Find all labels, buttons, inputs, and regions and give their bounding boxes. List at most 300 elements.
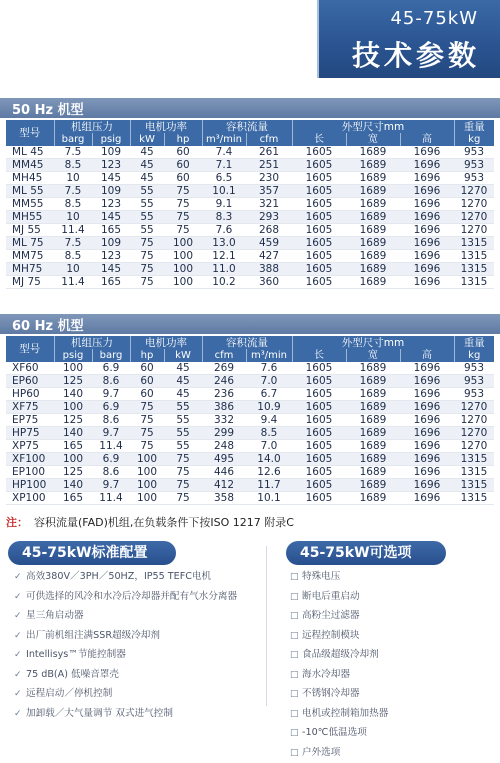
model-cell: EP60 (6, 375, 54, 388)
square-bullet-icon: □ (290, 646, 302, 666)
table-row (6, 185, 494, 198)
unit-height: 高 (400, 133, 454, 146)
table-row (6, 375, 494, 388)
model-cell: HP100 (6, 479, 54, 492)
table-cell: 1696 (400, 159, 454, 172)
table-cell: 60 (130, 362, 164, 375)
model-cell: MM55 (6, 198, 54, 211)
table-cell: 10 (54, 172, 92, 185)
table-cell: 123 (92, 159, 130, 172)
table-cell: 953 (454, 375, 494, 388)
list-item-text: 75 dB(A) 低噪音罩壳 (26, 669, 119, 680)
table-row (6, 146, 494, 159)
list-item (14, 587, 264, 607)
table-cell: 1605 (292, 224, 346, 237)
header-weight: 重量 (454, 120, 494, 133)
table-cell: 1270 (454, 401, 494, 414)
table-cell: 953 (454, 146, 494, 159)
table-row (6, 211, 494, 224)
table-cell: 1605 (292, 146, 346, 159)
table-cell: 1605 (292, 388, 346, 401)
table-cell: 1315 (454, 263, 494, 276)
table-cell: 55 (130, 211, 164, 224)
table-cell: 1689 (346, 492, 400, 505)
optional-list (290, 567, 490, 762)
table-cell: 1689 (346, 172, 400, 185)
table-cell: 75 (164, 198, 202, 211)
table-cell: 230 (246, 172, 292, 185)
table-cell: 75 (164, 492, 202, 505)
table-cell: 1696 (400, 401, 454, 414)
unit-kw: kW (164, 349, 202, 362)
table-cell: 12.1 (202, 250, 246, 263)
spec-table-50hz (6, 120, 494, 289)
standard-config-heading (8, 541, 176, 565)
list-item (14, 567, 264, 587)
table-cell: 1696 (400, 172, 454, 185)
table-row (6, 276, 494, 289)
unit-cfm: cfm (246, 133, 292, 146)
table-cell: 261 (246, 146, 292, 159)
list-item (14, 684, 264, 704)
model-cell: MH55 (6, 211, 54, 224)
table-row (6, 453, 494, 466)
table-cell: 1689 (346, 362, 400, 375)
table-cell: 1605 (292, 159, 346, 172)
table-row (6, 362, 494, 375)
table-cell: 1696 (400, 276, 454, 289)
table-row (6, 388, 494, 401)
table-cell: 75 (130, 276, 164, 289)
table-cell: 8.6 (92, 466, 130, 479)
header-model: 型号 (6, 120, 54, 146)
square-bullet-icon: □ (290, 588, 302, 608)
table-cell: 293 (246, 211, 292, 224)
table-cell: 1270 (454, 427, 494, 440)
table-cell: 75 (130, 427, 164, 440)
check-icon: ✓ (14, 646, 26, 666)
table-cell: 1689 (346, 159, 400, 172)
table-cell: 55 (164, 414, 202, 427)
table-row (6, 427, 494, 440)
table-cell: 1605 (292, 375, 346, 388)
table-cell: 1605 (292, 185, 346, 198)
table-cell: 7.1 (202, 159, 246, 172)
model-cell: XP100 (6, 492, 54, 505)
list-item (290, 626, 490, 646)
section-bar-60hz (0, 314, 500, 334)
table-row (6, 159, 494, 172)
table-cell: 6.5 (202, 172, 246, 185)
unit-m3min: m³/min (202, 133, 246, 146)
table-cell: 6.9 (92, 401, 130, 414)
page-title: 技术参数 (352, 34, 480, 74)
table-cell: 1605 (292, 250, 346, 263)
table-cell: 140 (54, 388, 92, 401)
table-cell: 75 (130, 263, 164, 276)
table-cell: 1605 (292, 198, 346, 211)
table-cell: 6.7 (246, 388, 292, 401)
table-cell: 1689 (346, 250, 400, 263)
unit-width: 宽 (346, 349, 400, 362)
list-item (290, 723, 490, 743)
list-item-text: 不锈钢冷却器 (302, 688, 360, 699)
unit-barg: barg (54, 133, 92, 146)
check-icon: ✓ (14, 607, 26, 627)
table-cell: 388 (246, 263, 292, 276)
square-bullet-icon: □ (290, 705, 302, 725)
table-cell: 165 (92, 224, 130, 237)
table-cell: 75 (130, 401, 164, 414)
list-item (290, 567, 490, 587)
footnote (6, 514, 294, 530)
table-row (6, 401, 494, 414)
table-cell: 268 (246, 224, 292, 237)
list-item (14, 704, 264, 724)
table-cell: 75 (164, 479, 202, 492)
table-cell: 100 (130, 466, 164, 479)
list-item (14, 665, 264, 685)
optional-title: 45-75kW可选项 (300, 545, 412, 561)
table-cell: 109 (92, 146, 130, 159)
table-cell: 321 (246, 198, 292, 211)
table-cell: 60 (130, 388, 164, 401)
table-cell: 1696 (400, 250, 454, 263)
table-cell: 45 (130, 172, 164, 185)
unit-psig: psig (54, 349, 92, 362)
table-cell: 1605 (292, 172, 346, 185)
table-cell: 1315 (454, 492, 494, 505)
table-cell: 459 (246, 237, 292, 250)
table-cell: 55 (164, 427, 202, 440)
table-cell: 11.4 (92, 492, 130, 505)
table-cell: 1696 (400, 224, 454, 237)
list-item-text: 高效380V／3PH／50HZ，IP55 TEFC电机 (26, 571, 211, 582)
table-cell: 7.5 (54, 185, 92, 198)
list-item-text: 远程启动／停机控制 (26, 688, 112, 699)
table-cell: 55 (164, 440, 202, 453)
list-item (14, 626, 264, 646)
model-cell: EP100 (6, 466, 54, 479)
table-cell: 9.7 (92, 479, 130, 492)
table-cell: 55 (130, 224, 164, 237)
unit-barg: barg (92, 349, 130, 362)
table-cell: 125 (54, 414, 92, 427)
table-cell: 1605 (292, 453, 346, 466)
header-pressure: 机组压力 (54, 120, 130, 133)
unit-length: 长 (292, 133, 346, 146)
table-cell: 1689 (346, 263, 400, 276)
model-cell: XF60 (6, 362, 54, 375)
table-cell: 75 (164, 185, 202, 198)
list-item (14, 645, 264, 665)
table-cell: 7.0 (246, 375, 292, 388)
table-cell: 100 (54, 401, 92, 414)
table-cell: 8.6 (92, 414, 130, 427)
table-cell: 953 (454, 362, 494, 375)
table-cell: 1696 (400, 146, 454, 159)
check-icon: ✓ (14, 685, 26, 705)
table-cell: 1696 (400, 185, 454, 198)
table-cell: 13.0 (202, 237, 246, 250)
standard-config-list (14, 567, 264, 723)
table-cell: 1696 (400, 453, 454, 466)
unit-psig: psig (92, 133, 130, 146)
table-cell: 11.4 (92, 440, 130, 453)
table-cell: 7.4 (202, 146, 246, 159)
header-model: 型号 (6, 336, 54, 362)
list-item-text: 高粉尘过滤器 (302, 610, 360, 621)
table-cell: 953 (454, 172, 494, 185)
table-cell: 1689 (346, 146, 400, 159)
list-item-text: 加卸载／大气量调节 双式进气控制 (26, 708, 173, 719)
table-row (6, 466, 494, 479)
table-cell: 8.5 (54, 250, 92, 263)
list-item-text: 星三角启动器 (26, 610, 84, 621)
footnote-label: 注： (6, 516, 28, 529)
list-item-text: 海水冷却器 (302, 669, 350, 680)
model-cell: MJ 75 (6, 276, 54, 289)
table-row (6, 492, 494, 505)
table-cell: 9.7 (92, 427, 130, 440)
table-cell: 10 (54, 211, 92, 224)
header-weight: 重量 (454, 336, 494, 349)
table-cell: 332 (202, 414, 246, 427)
table-cell: 1315 (454, 276, 494, 289)
footnote-text: 容积流量(FAD)机组,在负载条件下按ISO 1217 附录C (34, 516, 294, 529)
table-cell: 75 (164, 453, 202, 466)
header-flow: 容积流量 (202, 336, 292, 349)
table-cell: 427 (246, 250, 292, 263)
table-cell: 100 (130, 492, 164, 505)
table-cell: 100 (54, 362, 92, 375)
table-cell: 75 (130, 250, 164, 263)
table-cell: 1689 (346, 453, 400, 466)
list-item (290, 684, 490, 704)
table-cell: 7.0 (246, 440, 292, 453)
spec-table-60hz (6, 336, 494, 505)
table-cell: 1605 (292, 466, 346, 479)
table-cell: 1689 (346, 276, 400, 289)
square-bullet-icon: □ (290, 627, 302, 647)
list-item-text: -10℃低温选项 (302, 727, 367, 738)
table-cell: 1270 (454, 414, 494, 427)
table-cell: 1689 (346, 211, 400, 224)
list-item (290, 606, 490, 626)
table-cell: 100 (54, 453, 92, 466)
table-cell: 1696 (400, 198, 454, 211)
model-cell: ML 45 (6, 146, 54, 159)
table-cell: 1270 (454, 440, 494, 453)
list-item-text: 电机或控制箱加热器 (302, 708, 388, 719)
model-cell: HP75 (6, 427, 54, 440)
table-cell: 45 (164, 375, 202, 388)
table-row (6, 250, 494, 263)
unit-hp: hp (164, 133, 202, 146)
table-cell: 1270 (454, 211, 494, 224)
table-cell: 1689 (346, 479, 400, 492)
table-cell: 1315 (454, 250, 494, 263)
header-pressure: 机组压力 (54, 336, 130, 349)
table-cell: 7.5 (54, 146, 92, 159)
table-row (6, 198, 494, 211)
table-cell: 1689 (346, 466, 400, 479)
table-cell: 10 (54, 263, 92, 276)
table-cell: 9.4 (246, 414, 292, 427)
list-item (14, 606, 264, 626)
table-cell: 100 (164, 263, 202, 276)
square-bullet-icon: □ (290, 685, 302, 705)
table-cell: 8.5 (54, 159, 92, 172)
table-cell: 1696 (400, 466, 454, 479)
table-cell: 75 (164, 466, 202, 479)
table-cell: 60 (164, 159, 202, 172)
table-cell: 10.9 (246, 401, 292, 414)
list-item-text: 食品级超级冷却剂 (302, 649, 379, 660)
table-cell: 100 (164, 276, 202, 289)
unit-length: 长 (292, 349, 346, 362)
table-cell: 8.5 (246, 427, 292, 440)
table-cell: 1689 (346, 185, 400, 198)
table-cell: 299 (202, 427, 246, 440)
table-cell: 1315 (454, 237, 494, 250)
table-cell: 9.7 (92, 388, 130, 401)
table-cell: 12.6 (246, 466, 292, 479)
table-cell: 495 (202, 453, 246, 466)
table-cell: 953 (454, 388, 494, 401)
table-cell: 1605 (292, 362, 346, 375)
table-cell: 165 (92, 276, 130, 289)
list-item-text: 户外选项 (302, 747, 340, 758)
table-cell: 1696 (400, 211, 454, 224)
table-cell: 1696 (400, 388, 454, 401)
table-cell: 10.1 (202, 185, 246, 198)
table-cell: 1696 (400, 427, 454, 440)
section-bar-50hz (0, 98, 500, 118)
table-cell: 386 (202, 401, 246, 414)
list-item-text: Intellisys™节能控制器 (26, 649, 126, 660)
square-bullet-icon: □ (290, 666, 302, 686)
table-cell: 1689 (346, 388, 400, 401)
table-cell: 357 (246, 185, 292, 198)
unit-height: 高 (400, 349, 454, 362)
title-box (317, 0, 500, 78)
model-cell: XF75 (6, 401, 54, 414)
table-cell: 75 (130, 237, 164, 250)
optional-heading (286, 541, 446, 565)
list-item-text: 出厂前机组注满SSR超级冷却剂 (26, 630, 160, 641)
unit-kg: kg (454, 349, 494, 362)
table-cell: 165 (54, 440, 92, 453)
model-cell: MH75 (6, 263, 54, 276)
table-cell: 1696 (400, 492, 454, 505)
table-cell: 246 (202, 375, 246, 388)
table-cell: 1689 (346, 237, 400, 250)
check-icon: ✓ (14, 705, 26, 725)
table-cell: 125 (54, 375, 92, 388)
table-cell: 11.4 (54, 276, 92, 289)
table-cell: 1605 (292, 479, 346, 492)
table-cell: 1315 (454, 479, 494, 492)
table-cell: 1689 (346, 224, 400, 237)
table-cell: 123 (92, 250, 130, 263)
table-cell: 7.6 (246, 362, 292, 375)
table-cell: 1696 (400, 479, 454, 492)
table-cell: 360 (246, 276, 292, 289)
check-icon: ✓ (14, 568, 26, 588)
table-cell: 8.5 (54, 198, 92, 211)
table-cell: 75 (130, 440, 164, 453)
table-cell: 75 (130, 414, 164, 427)
standard-config-title: 45-75kW标准配置 (22, 545, 148, 561)
table-cell: 1689 (346, 427, 400, 440)
check-icon: ✓ (14, 666, 26, 686)
table-cell: 14.0 (246, 453, 292, 466)
table-cell: 1315 (454, 466, 494, 479)
table-cell: 10.1 (246, 492, 292, 505)
table-cell: 1689 (346, 198, 400, 211)
column-divider (266, 546, 267, 706)
section-title-50hz: 50 Hz 机型 (12, 99, 84, 118)
table-cell: 11.7 (246, 479, 292, 492)
table-cell: 1605 (292, 276, 346, 289)
table-cell: 145 (92, 211, 130, 224)
table-cell: 11.0 (202, 263, 246, 276)
top-banner (0, 0, 500, 78)
list-item-text: 远程控制模块 (302, 630, 360, 641)
model-cell: XF100 (6, 453, 54, 466)
table-cell: 45 (130, 159, 164, 172)
list-item (290, 587, 490, 607)
model-cell: MM45 (6, 159, 54, 172)
table-cell: 446 (202, 466, 246, 479)
table-row (6, 237, 494, 250)
model-cell: EP75 (6, 414, 54, 427)
table-cell: 165 (54, 492, 92, 505)
table-cell: 55 (164, 401, 202, 414)
table-cell: 60 (164, 146, 202, 159)
table-cell: 55 (130, 185, 164, 198)
table-cell: 8.3 (202, 211, 246, 224)
square-bullet-icon: □ (290, 607, 302, 627)
table-cell: 9.1 (202, 198, 246, 211)
table-cell: 1689 (346, 401, 400, 414)
table-cell: 55 (130, 198, 164, 211)
table-cell: 1605 (292, 263, 346, 276)
table-cell: 45 (164, 388, 202, 401)
table-cell: 1605 (292, 440, 346, 453)
table-cell: 236 (202, 388, 246, 401)
table-cell: 10.2 (202, 276, 246, 289)
table-cell: 251 (246, 159, 292, 172)
unit-m3min: m³/min (246, 349, 292, 362)
table-cell: 145 (92, 263, 130, 276)
table-row (6, 479, 494, 492)
list-item-text: 特殊电压 (302, 571, 340, 582)
list-item (290, 645, 490, 665)
table-cell: 1605 (292, 237, 346, 250)
table-cell: 100 (130, 479, 164, 492)
table-cell: 109 (92, 185, 130, 198)
model-cell: XP75 (6, 440, 54, 453)
table-cell: 1605 (292, 427, 346, 440)
table-cell: 45 (130, 146, 164, 159)
table-cell: 1696 (400, 263, 454, 276)
square-bullet-icon: □ (290, 568, 302, 588)
table-cell: 11.4 (54, 224, 92, 237)
header-dimensions: 外型尺寸mm (292, 336, 454, 349)
header-dimensions: 外型尺寸mm (292, 120, 454, 133)
